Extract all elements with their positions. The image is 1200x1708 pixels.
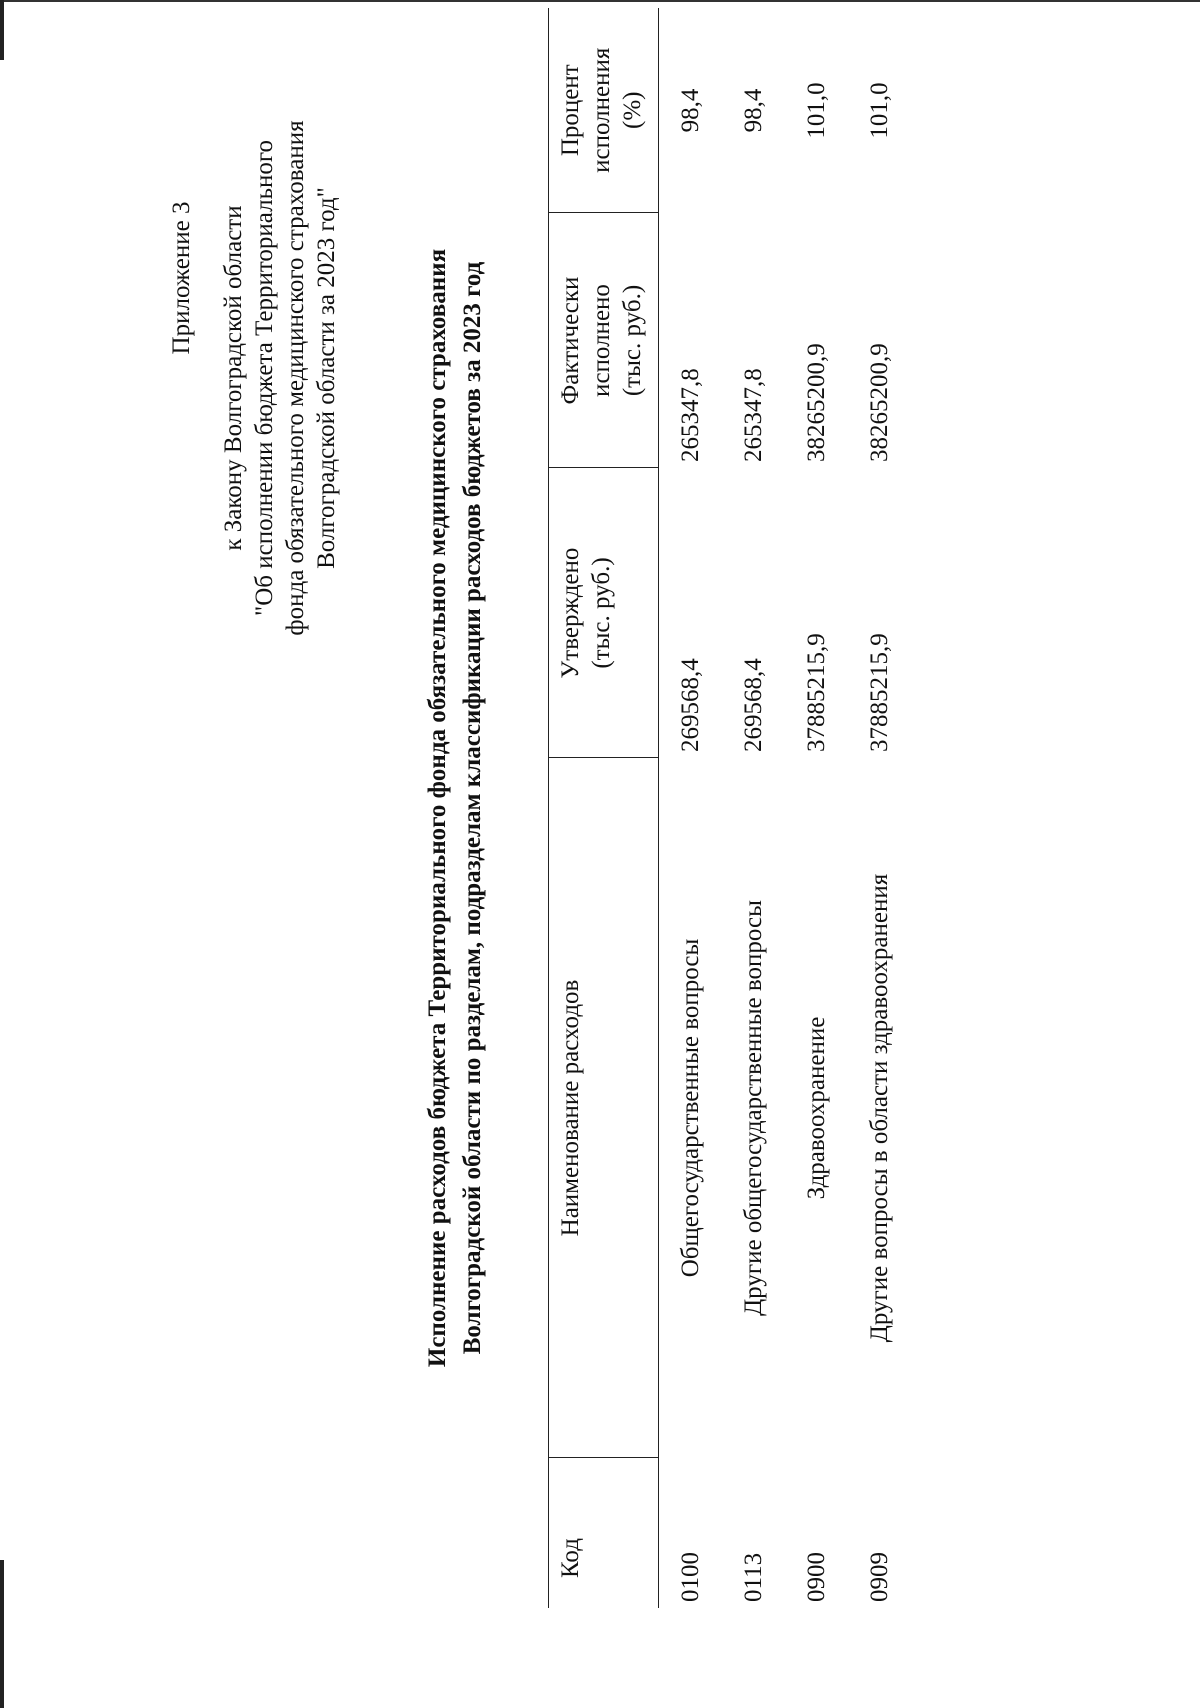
table-row — [659, 8, 723, 1608]
cell-percent: 98,4 — [676, 88, 704, 133]
column-header-approved: Утверждено (тыс. руб.) — [549, 468, 659, 758]
column-header-percent: Процент исполнения (%) — [549, 8, 659, 213]
cell-code: 0100 — [676, 1552, 704, 1602]
cell-percent: 101,0 — [802, 82, 830, 139]
law-reference-line: Волгоградской области за 2023 год" — [313, 187, 340, 569]
cell-actual: 265347,8 — [676, 368, 704, 462]
law-reference-line: фонда обязательного медицинского страхования — [282, 120, 309, 636]
cell-percent: 101,0 — [865, 82, 893, 139]
table-header-row — [549, 8, 659, 1608]
law-reference-line: "Об исполнении бюджета Территориального — [251, 139, 278, 617]
cell-code: 0113 — [739, 1552, 767, 1602]
title-line: Волгоградской области по разделам, подразделам классификации расходов бюджетов за 2023 год — [459, 261, 486, 1355]
cell-approved: 269568,4 — [739, 658, 767, 752]
cell-name: Другие вопросы в области здравоохранения — [865, 873, 893, 1343]
cell-name: Другие общегосударственные вопросы — [739, 900, 767, 1316]
cell-actual: 38265200,9 — [865, 343, 893, 462]
law-reference-line: к Закону Волгоградской области — [220, 205, 247, 551]
table-row — [785, 8, 848, 1608]
cell-approved: 37885215,9 — [865, 633, 893, 752]
expenses-table — [548, 8, 911, 1608]
cell-code: 0909 — [865, 1552, 893, 1602]
table-row — [848, 8, 911, 1608]
title-line: Исполнение расходов бюджета Территориального фонда обязательного медицинского страхования — [424, 248, 451, 1368]
cell-name: Здравоохранение — [802, 1016, 830, 1200]
cell-actual: 38265200,9 — [802, 343, 830, 462]
document-title — [420, 108, 490, 1508]
cell-percent: 98,4 — [739, 88, 767, 133]
appendix-number: Приложение 3 — [168, 201, 195, 355]
law-reference — [218, 48, 342, 708]
column-header-code: Код — [549, 1458, 659, 1608]
table-row — [722, 8, 785, 1608]
column-header-actual: Фактически исполнено (тыс. руб.) — [549, 213, 659, 468]
cell-approved: 37885215,9 — [802, 633, 830, 752]
cell-name: Общегосударственные вопросы — [676, 938, 704, 1278]
cell-approved: 269568,4 — [676, 658, 704, 752]
column-header-name: Наименование расходов — [549, 758, 659, 1458]
cell-code: 0900 — [802, 1552, 830, 1602]
cell-actual: 265347,8 — [739, 368, 767, 462]
